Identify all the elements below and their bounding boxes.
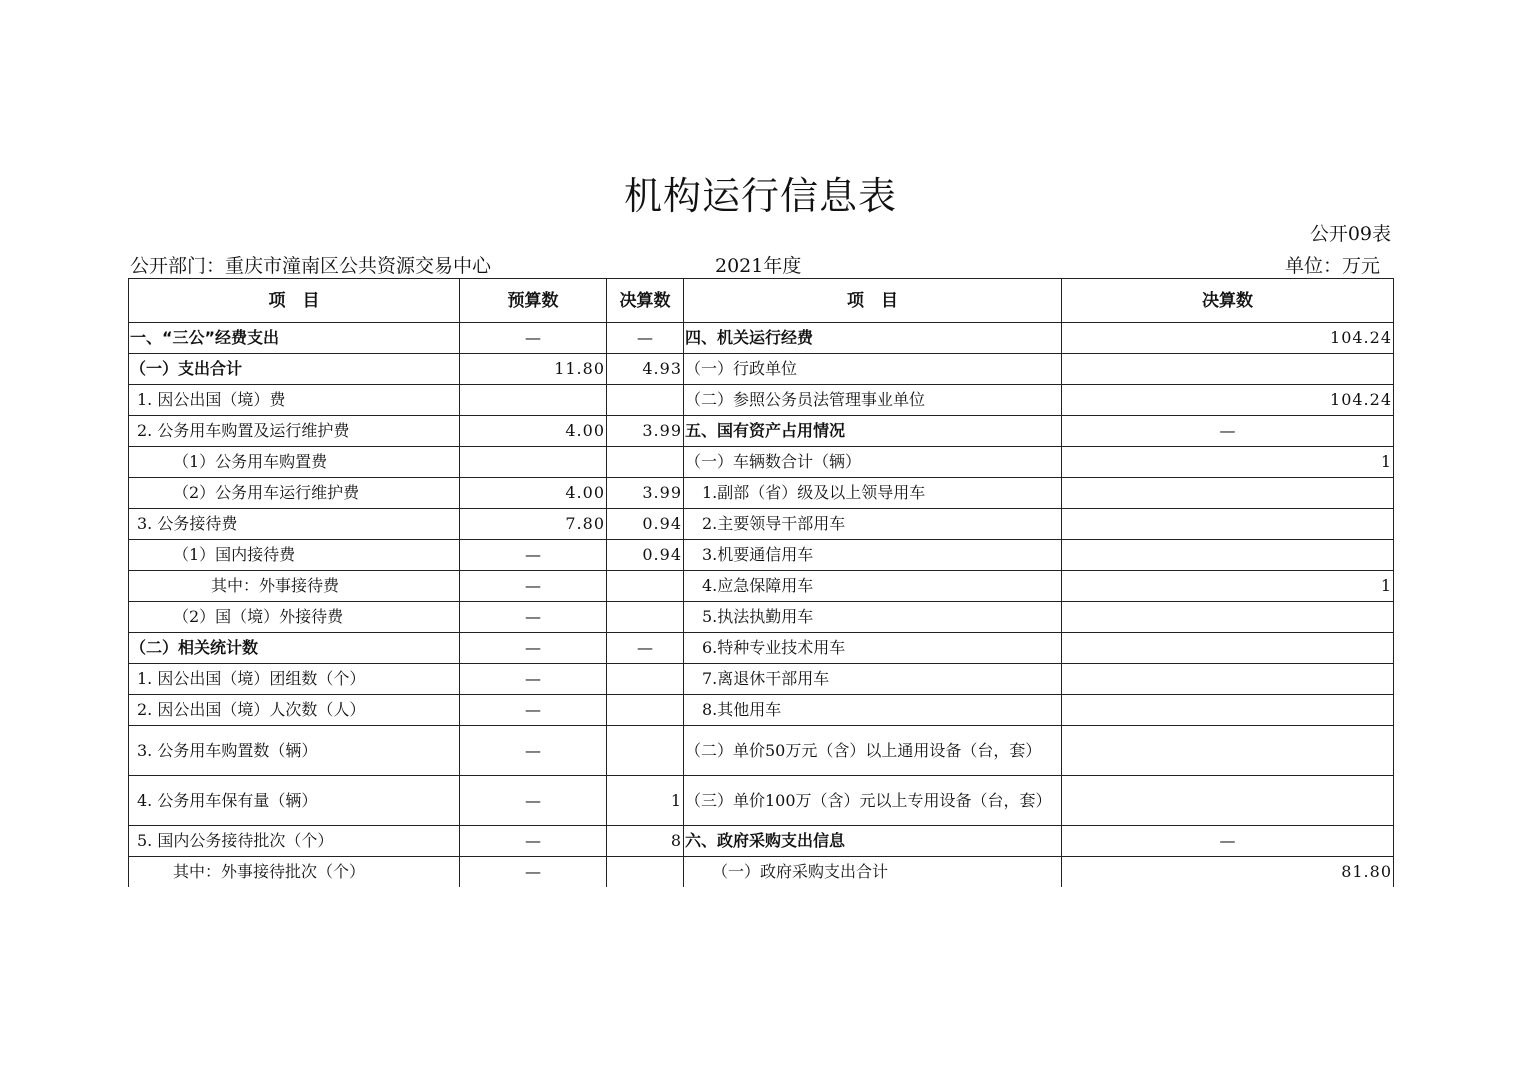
budget-value: 7.80: [460, 509, 607, 540]
final-value: [607, 695, 684, 726]
meta-line: [130, 251, 1392, 277]
table-row: [129, 857, 1394, 888]
right-label: （一）政府采购支出合计: [684, 857, 1062, 888]
right-label: 8.其他用车: [684, 695, 1062, 726]
right-value: —: [1062, 416, 1394, 447]
row-label: 1. 因公出国（境）费: [129, 385, 460, 416]
budget-value: —: [460, 664, 607, 695]
budget-value: —: [460, 776, 607, 826]
row-label: 一、“三公”经费支出: [129, 323, 460, 354]
right-value: 104.24: [1062, 323, 1394, 354]
right-value: 81.80: [1062, 857, 1394, 888]
right-label: 四、机关运行经费: [684, 323, 1062, 354]
final-value: [607, 726, 684, 776]
page-title: 机构运行信息表: [623, 174, 897, 218]
row-label: 3. 公务接待费: [129, 509, 460, 540]
right-value: [1062, 478, 1394, 509]
right-label: 1.副部（省）级及以上领导用车: [684, 478, 1062, 509]
right-label: 2.主要领导干部用车: [684, 509, 1062, 540]
table-row: [129, 633, 1394, 664]
table-row: [129, 776, 1394, 826]
row-label: 2. 公务用车购置及运行维护费: [129, 416, 460, 447]
budget-value: —: [460, 571, 607, 602]
final-value: 1: [607, 776, 684, 826]
right-value: [1062, 509, 1394, 540]
table-row: [129, 354, 1394, 385]
right-label: 五、国有资产占用情况: [684, 416, 1062, 447]
right-label: 6.特种专业技术用车: [684, 633, 1062, 664]
table-row: [129, 826, 1394, 857]
header-item-left: 项 目: [129, 279, 460, 323]
final-value: [607, 385, 684, 416]
budget-value: —: [460, 602, 607, 633]
right-label: （一）车辆数合计（辆）: [684, 447, 1062, 478]
right-label: （三）单价100万（含）元以上专用设备（台，套）: [684, 776, 1062, 826]
right-value: [1062, 776, 1394, 826]
right-label: 六、政府采购支出信息: [684, 826, 1062, 857]
final-value: —: [607, 633, 684, 664]
table-row: [129, 664, 1394, 695]
budget-value: 11.80: [460, 354, 607, 385]
table-row: [129, 602, 1394, 633]
right-value: [1062, 633, 1394, 664]
unit-label: 单位：万元: [1284, 255, 1380, 277]
department-label: 公开部门：重庆市潼南区公共资源交易中心: [130, 255, 492, 277]
row-label: （1）国内接待费: [129, 540, 460, 571]
budget-value: —: [460, 323, 607, 354]
table-row: [129, 323, 1394, 354]
final-value: 4.93: [607, 354, 684, 385]
right-label: 3.机要通信用车: [684, 540, 1062, 571]
right-value: [1062, 602, 1394, 633]
table-row: [129, 416, 1394, 447]
right-label: （二）单价50万元（含）以上通用设备（台，套）: [684, 726, 1062, 776]
row-label: 5. 国内公务接待批次（个）: [129, 826, 460, 857]
right-value: 1: [1062, 571, 1394, 602]
row-label: 1. 因公出国（境）团组数（个）: [129, 664, 460, 695]
final-value: [607, 602, 684, 633]
row-label: （2）国（境）外接待费: [129, 602, 460, 633]
final-value: —: [607, 323, 684, 354]
row-label: 2. 因公出国（境）人次数（人）: [129, 695, 460, 726]
right-label: （一）行政单位: [684, 354, 1062, 385]
final-value: 8: [607, 826, 684, 857]
budget-value: —: [460, 540, 607, 571]
row-label: 4. 公务用车保有量（辆）: [129, 776, 460, 826]
table-row: [129, 540, 1394, 571]
right-label: 4.应急保障用车: [684, 571, 1062, 602]
budget-value: 4.00: [460, 478, 607, 509]
right-value: [1062, 354, 1394, 385]
right-value: 104.24: [1062, 385, 1394, 416]
form-number: 公开09表: [1309, 223, 1391, 245]
info-table: [128, 278, 1394, 887]
header-budget: 预算数: [460, 279, 607, 323]
budget-value: —: [460, 633, 607, 664]
row-label: （1）公务用车购置费: [129, 447, 460, 478]
table-row: [129, 695, 1394, 726]
row-label: 其中：外事接待费: [129, 571, 460, 602]
row-label: 其中：外事接待批次（个）: [129, 857, 460, 888]
table-row: [129, 509, 1394, 540]
right-label: （二）参照公务员法管理事业单位: [684, 385, 1062, 416]
budget-value: 4.00: [460, 416, 607, 447]
budget-value: [460, 385, 607, 416]
right-label: 5.执法执勤用车: [684, 602, 1062, 633]
right-value: [1062, 664, 1394, 695]
row-label: （一）支出合计: [129, 354, 460, 385]
final-value: [607, 447, 684, 478]
final-value: 0.94: [607, 540, 684, 571]
table-row: [129, 478, 1394, 509]
table-row: [129, 571, 1394, 602]
row-label: （二）相关统计数: [129, 633, 460, 664]
right-value: [1062, 540, 1394, 571]
right-value: [1062, 726, 1394, 776]
table-row: [129, 385, 1394, 416]
final-value: [607, 664, 684, 695]
final-value: 3.99: [607, 416, 684, 447]
table-row: [129, 447, 1394, 478]
final-value: [607, 571, 684, 602]
table-header-row: [129, 279, 1394, 323]
final-value: 0.94: [607, 509, 684, 540]
header-final-left: 决算数: [607, 279, 684, 323]
budget-value: —: [460, 857, 607, 888]
budget-value: [460, 447, 607, 478]
right-value: 1: [1062, 447, 1394, 478]
header-final-right: 决算数: [1062, 279, 1394, 323]
final-value: 3.99: [607, 478, 684, 509]
final-value: [607, 857, 684, 888]
right-label: 7.离退休干部用车: [684, 664, 1062, 695]
year-label: 2021年度: [715, 255, 802, 277]
budget-value: —: [460, 826, 607, 857]
row-label: 3. 公务用车购置数（辆）: [129, 726, 460, 776]
table-row: [129, 726, 1394, 776]
budget-value: —: [460, 726, 607, 776]
budget-value: —: [460, 695, 607, 726]
row-label: （2）公务用车运行维护费: [129, 478, 460, 509]
right-value: —: [1062, 826, 1394, 857]
header-item-right: 项 目: [684, 279, 1062, 323]
right-value: [1062, 695, 1394, 726]
